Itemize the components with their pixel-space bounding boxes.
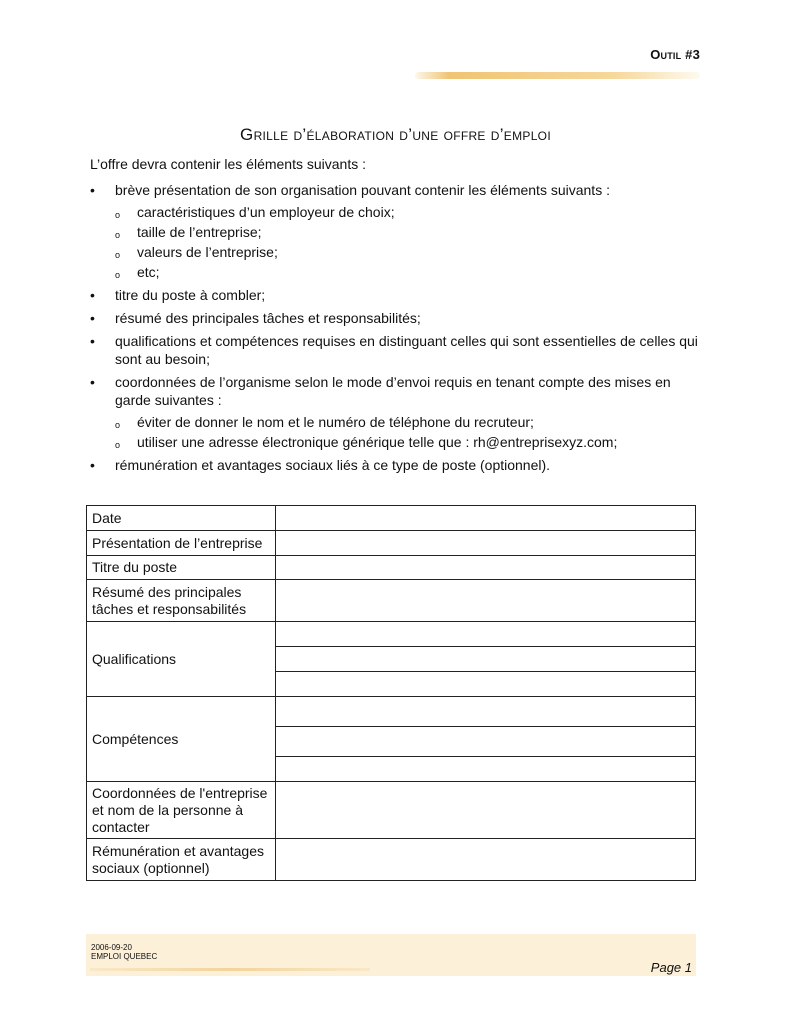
list-item-text: brève présentation de son organisation pouvant contenir les éléments suivants : — [115, 182, 610, 198]
skills-field-3[interactable] — [276, 757, 696, 782]
list-item — [90, 332, 700, 368]
footer-date: 2006-09-20 — [91, 943, 132, 952]
sub-list-item: o valeurs de l’entreprise; — [115, 243, 700, 261]
skills-field-1[interactable] — [276, 697, 696, 727]
footer-organization: EMPLOI QUEBEC — [91, 952, 158, 961]
row-label-job-title: Titre du poste — [87, 556, 276, 580]
contact-field[interactable] — [276, 782, 696, 839]
qualifications-field-2[interactable] — [276, 647, 696, 672]
header-brush-stroke — [415, 72, 700, 79]
page-number: Page 1 — [650, 960, 692, 975]
sub-list-item: o etc; — [115, 263, 700, 281]
sub-list-item: o taille de l’entreprise; — [115, 223, 700, 241]
list-item-text: résumé des principales tâches et responsabilités; — [115, 310, 421, 326]
list-item — [90, 309, 700, 327]
table-row — [87, 839, 696, 881]
company-presentation-field[interactable] — [276, 531, 696, 556]
tool-number: Outil #3 — [650, 47, 700, 62]
list-item — [90, 181, 700, 281]
tasks-summary-field[interactable] — [276, 580, 696, 622]
requirements-list — [90, 181, 700, 479]
qualifications-field-3[interactable] — [276, 672, 696, 697]
row-label-tasks-summary: Résumé des principales tâches et responsabilités — [87, 580, 276, 622]
date-field[interactable] — [276, 506, 696, 531]
table-row — [87, 556, 696, 580]
row-label-skills: Compétences — [87, 697, 276, 782]
table-row — [87, 622, 696, 647]
list-item-text: rémunération et avantages sociaux liés à ce type de poste (optionnel). — [115, 457, 551, 473]
intro-text: L’offre devra contenir les éléments suivants : — [90, 156, 367, 172]
list-item — [90, 456, 700, 474]
sub-list-item: o éviter de donner le nom et le numéro de téléphone du recruteur; — [115, 413, 700, 431]
row-label-contact: Coordonnées de l'entreprise et nom de la personne à contacter — [87, 782, 276, 839]
sub-list-item: o caractéristiques d’un employeur de choix; — [115, 203, 700, 221]
qualifications-field-1[interactable] — [276, 622, 696, 647]
table-row — [87, 531, 696, 556]
job-offer-grid — [86, 505, 696, 881]
row-label-company-presentation: Présentation de l’entreprise — [87, 531, 276, 556]
list-item-text: qualifications et compétences requises en distinguant celles qui sont essentielles de celles qui sont au besoin; — [115, 333, 698, 367]
table-row — [87, 506, 696, 531]
footer-brush-stroke — [90, 968, 370, 971]
page-title: Grille d’élaboration d’une offre d’emploi — [240, 125, 551, 144]
skills-field-2[interactable] — [276, 727, 696, 757]
job-title-field[interactable] — [276, 556, 696, 580]
list-item-text: titre du poste à combler; — [115, 287, 266, 303]
row-label-qualifications: Qualifications — [87, 622, 276, 697]
row-label-compensation: Rémunération et avantages sociaux (optionnel) — [87, 839, 276, 881]
compensation-field[interactable] — [276, 839, 696, 881]
sub-list — [115, 413, 700, 451]
row-label-date: Date — [87, 506, 276, 531]
sub-list-item: o utiliser une adresse électronique générique telle que : rh@entreprisexyz.com; — [115, 433, 700, 451]
sub-list — [115, 203, 700, 281]
list-item — [90, 286, 700, 304]
table-row — [87, 697, 696, 727]
list-item-text: coordonnées de l’organisme selon le mode d’envoi requis en tenant compte des mises en garde suivantes : — [115, 374, 671, 408]
table-row — [87, 580, 696, 622]
list-item — [90, 373, 700, 451]
table-row — [87, 782, 696, 839]
